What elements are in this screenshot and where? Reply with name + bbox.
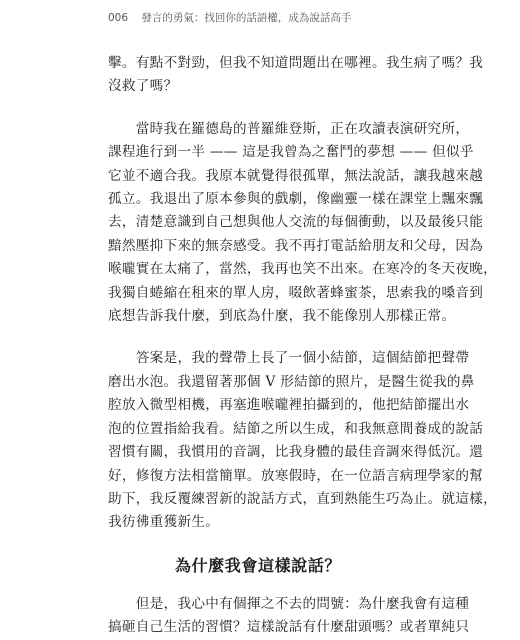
text-line: 好，修復方法相當簡單。放寒假時，在一位語言病理學家的幫 [108,467,484,484]
text-line: 但是，我心中有個揮之不去的問號：為什麼我會有這種 [108,595,470,612]
text-line: 我彷彿重獲新生。 [108,514,220,531]
text-line: 當時我在羅德島的普羅維登斯，正在攻讀表演研究所， [108,120,470,137]
text-line: 課程進行到一半 —— 這是我曾為之奮鬥的夢想 —— 但似乎 [108,144,474,161]
paragraph-gap [108,328,408,347]
text-line: 答案是，我的聲帶上長了一個小結節，這個結節把聲帶 [108,350,470,367]
text-line: 沒救了嗎？ [108,78,178,95]
page-number: 006 [108,12,129,24]
text-line: 助下，我反覆練習新的說話方式，直到熟能生巧為止。就這樣， [108,490,498,507]
paragraph-1 [108,52,484,99]
running-header [108,10,351,25]
text-line: 擊。有點不對勁，但我不知道問題出在哪裡。我生病了嗎？我 [108,55,484,71]
body-text [108,52,498,640]
text-line: 磨出水泡。我還留著那個 V 形結節的照片，是醫生從我的鼻 [108,373,475,390]
text-line: 底想告訴我什麼，到底為什麼，我不能像別人那樣正常。 [108,308,456,325]
text-line: 孤立。我退出了原本參與的戲劇，像幽靈一樣在課堂上飄來飄 [108,191,484,208]
book-title: 發言的勇氣：找回你的話語權，成為說話高手 [141,12,352,24]
text-line: 喉嚨實在太痛了，當然，我再也笑不出來。在寒冷的冬天夜晚， [108,261,498,278]
text-line: 我獨自蜷縮在租來的單人房，啜飲著蜂蜜茶，思索我的嗓音到 [108,284,484,301]
text-line: 黯然壓抑下來的無奈感受。我不再打電話給朋友和父母，因為 [108,237,484,254]
text-line: 泡的位置指給我看。結節之所以生成，和我無意間養成的說話 [108,420,484,437]
paragraph-3 [108,347,498,534]
text-line: 它並不適合我。我原本就覺得很孤單，無法說話，讓我越來越 [108,167,484,184]
paragraph-2 [108,118,498,329]
text-line: 去，清楚意識到自己想與他人交流的每個衝動，以及最後只能 [108,214,484,231]
section-paragraph [108,593,470,640]
text-line: 習慣有關，我慣用的音調，比我身體的最佳音調來得低沉。還 [108,444,484,461]
text-line: 搞砸自己生活的習慣？這樣說話有什麼甜頭嗎？或者單純只 [108,619,470,636]
text-line: 腔放入微型相機，再塞進喉嚨裡拍攝到的，他把結節擺出水 [108,397,470,414]
section-heading: 為什麼我會這樣說話？ [174,555,341,575]
paragraph-gap [108,99,408,118]
